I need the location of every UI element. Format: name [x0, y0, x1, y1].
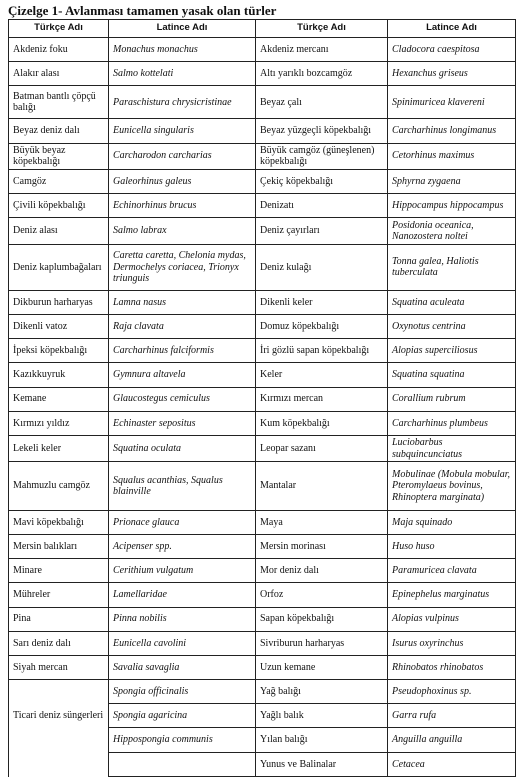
turkish-name-cell: Ticari deniz süngerleri [9, 680, 109, 753]
latin-name-cell: Lamellaridae [109, 583, 256, 607]
latin-name-cell: Posidonia oceanica, Nanozostera noltei [388, 218, 516, 244]
latin-name-cell: Prionace glauca [109, 510, 256, 534]
table-row [9, 339, 516, 363]
latin-name-cell: Cerithium vulgatum [109, 559, 256, 583]
turkish-name-cell: Beyaz deniz dalı [9, 119, 109, 143]
turkish-name-cell: Deniz kulağı [256, 244, 388, 290]
table-row [9, 244, 516, 290]
table-row [9, 583, 516, 607]
latin-name-cell: Oxynotus centrina [388, 315, 516, 339]
latin-name-cell: Spongia agaricina [109, 704, 256, 728]
latin-name-cell: Cladocora caespitosa [388, 38, 516, 62]
latin-name-cell: Salmo labrax [109, 218, 256, 244]
turkish-name-cell: Çivili köpekbalığı [9, 194, 109, 218]
table-row [9, 194, 516, 218]
latin-name-cell: Luciobarbus subquincunciatus [388, 436, 516, 462]
latin-name-cell: Glaucostegus cemiculus [109, 387, 256, 411]
latin-name-cell: Echinorhinus brucus [109, 194, 256, 218]
turkish-name-cell: Büyük camgöz (güneşlenen) köpekbalığı [256, 143, 388, 169]
turkish-name-cell: Kemane [9, 387, 109, 411]
turkish-name-cell: Siyah mercan [9, 655, 109, 679]
table-row [9, 631, 516, 655]
latin-name-cell: Eunicella singularis [109, 119, 256, 143]
turkish-name-cell: Maya [256, 510, 388, 534]
latin-name-cell: Savalia savaglia [109, 655, 256, 679]
turkish-name-cell: Keler [256, 363, 388, 387]
turkish-name-cell: Sivriburun harharyas [256, 631, 388, 655]
turkish-name-cell: Kırmızı mercan [256, 387, 388, 411]
turkish-name-cell: Yağlı balık [256, 704, 388, 728]
latin-name-cell: Isurus oxyrinchus [388, 631, 516, 655]
empty-cell [9, 752, 109, 776]
latin-name-cell: Hexanchus griseus [388, 62, 516, 86]
table-row [9, 143, 516, 169]
latin-name-cell: Carcharhinus longimanus [388, 119, 516, 143]
table-row [9, 218, 516, 244]
header-row [9, 20, 516, 38]
turkish-name-cell: Altı yarıklı bozcamgöz [256, 62, 388, 86]
turkish-name-cell: Dikenli vatoz [9, 315, 109, 339]
turkish-name-cell: Mahmuzlu camgöz [9, 462, 109, 510]
latin-name-cell: Caretta caretta, Chelonia mydas, Dermochelys coriacea, Trionyx triunguis [109, 244, 256, 290]
turkish-name-cell: Mersin morinası [256, 534, 388, 558]
latin-name-cell: Maja squinado [388, 510, 516, 534]
latin-name-cell: Cetorhinus maximus [388, 143, 516, 169]
latin-name-cell: Squatina oculata [109, 436, 256, 462]
table-row [9, 387, 516, 411]
turkish-name-cell: Mersin balıkları [9, 534, 109, 558]
turkish-name-cell: Çekiç köpekbalığı [256, 169, 388, 193]
latin-name-cell: Alopias superciliosus [388, 339, 516, 363]
latin-name-cell: Monachus monachus [109, 38, 256, 62]
turkish-name-cell: Kazıkkuyruk [9, 363, 109, 387]
latin-name-cell: Tonna galea, Haliotis tuberculata [388, 244, 516, 290]
latin-name-cell: Alopias vulpinus [388, 607, 516, 631]
turkish-name-cell: Kum köpekbalığı [256, 411, 388, 435]
latin-name-cell: Spongia officinalis [109, 680, 256, 704]
table-row [9, 119, 516, 143]
table-row [9, 169, 516, 193]
turkish-name-cell: Minare [9, 559, 109, 583]
latin-name-cell: Squatina squatina [388, 363, 516, 387]
latin-name-cell: Garra rufa [388, 704, 516, 728]
latin-name-cell: Raja clavata [109, 315, 256, 339]
turkish-name-cell: Orfoz [256, 583, 388, 607]
table-row [9, 607, 516, 631]
turkish-name-cell: Deniz alası [9, 218, 109, 244]
latin-name-cell: Acipenser spp. [109, 534, 256, 558]
turkish-name-cell: Denizatı [256, 194, 388, 218]
turkish-name-cell: Leopar sazanı [256, 436, 388, 462]
turkish-name-cell: Alakır alası [9, 62, 109, 86]
species-table [8, 19, 516, 777]
table-title: Çizelge 1- Avlanması tamamen yasak olan türler [8, 3, 277, 18]
table-row [9, 62, 516, 86]
latin-name-cell: Echinaster sepositus [109, 411, 256, 435]
turkish-name-cell: Sarı deniz dalı [9, 631, 109, 655]
table-row [9, 290, 516, 314]
latin-name-cell: Gymnura altavela [109, 363, 256, 387]
turkish-name-cell: Akdeniz mercanı [256, 38, 388, 62]
latin-name-cell: Eunicella cavolini [109, 631, 256, 655]
header-latin-name-right: Latince Adı [388, 20, 516, 38]
latin-name-cell: Rhinobatos rhinobatos [388, 655, 516, 679]
latin-name-cell: Carcharodon carcharias [109, 143, 256, 169]
turkish-name-cell: Deniz çayırları [256, 218, 388, 244]
latin-name-cell: Paraschistura chrysicristinae [109, 86, 256, 119]
latin-name-cell: Squalus acanthias, Squalus blainville [109, 462, 256, 510]
latin-name-cell: Galeorhinus galeus [109, 169, 256, 193]
turkish-name-cell: Dikenli keler [256, 290, 388, 314]
header-latin-name-left: Latince Adı [109, 20, 256, 38]
turkish-name-cell: Camgöz [9, 169, 109, 193]
table-row [9, 655, 516, 679]
turkish-name-cell: Dikburun harharyas [9, 290, 109, 314]
table-row [9, 534, 516, 558]
table-row [9, 86, 516, 119]
turkish-name-cell: Akdeniz foku [9, 38, 109, 62]
latin-name-cell: Corallium rubrum [388, 387, 516, 411]
turkish-name-cell: Beyaz çalı [256, 86, 388, 119]
table-row [9, 752, 516, 776]
turkish-name-cell: İpeksi köpekbalığı [9, 339, 109, 363]
turkish-name-cell: Mühreler [9, 583, 109, 607]
latin-name-cell: Lamna nasus [109, 290, 256, 314]
latin-name-cell: Carcharhinus plumbeus [388, 411, 516, 435]
table-row [9, 462, 516, 510]
table-row [9, 680, 516, 704]
latin-name-cell: Pinna nobilis [109, 607, 256, 631]
turkish-name-cell: Beyaz yüzgeçli köpekbalığı [256, 119, 388, 143]
turkish-name-cell: Mavi köpekbalığı [9, 510, 109, 534]
turkish-name-cell: Büyük beyaz köpekbalığı [9, 143, 109, 169]
latin-name-cell: Carcharhinus falciformis [109, 339, 256, 363]
turkish-name-cell: Yağ balığı [256, 680, 388, 704]
turkish-name-cell: İri gözlü sapan köpekbalığı [256, 339, 388, 363]
latin-name-cell: Spinimuricea klavereni [388, 86, 516, 119]
latin-name-cell: Cetacea [388, 752, 516, 776]
table-row [9, 411, 516, 435]
latin-name-cell: Squatina aculeata [388, 290, 516, 314]
table-row [9, 510, 516, 534]
turkish-name-cell: Batman bantlı çöpçü balığı [9, 86, 109, 119]
turkish-name-cell: Pina [9, 607, 109, 631]
turkish-name-cell: Yunus ve Balinalar [256, 752, 388, 776]
turkish-name-cell: Lekeli keler [9, 436, 109, 462]
turkish-name-cell: Uzun kemane [256, 655, 388, 679]
turkish-name-cell: Kırmızı yıldız [9, 411, 109, 435]
turkish-name-cell: Deniz kaplumbağaları [9, 244, 109, 290]
latin-name-cell: Hippospongia communis [109, 728, 256, 752]
turkish-name-cell: Domuz köpekbalığı [256, 315, 388, 339]
table-row [9, 38, 516, 62]
latin-name-cell: Huso huso [388, 534, 516, 558]
empty-cell [109, 752, 256, 776]
turkish-name-cell: Mantalar [256, 462, 388, 510]
turkish-name-cell: Sapan köpekbalığı [256, 607, 388, 631]
table-row [9, 436, 516, 462]
latin-name-cell: Epinephelus marginatus [388, 583, 516, 607]
latin-name-cell: Paramuricea clavata [388, 559, 516, 583]
turkish-name-cell: Mor deniz dalı [256, 559, 388, 583]
header-turkish-name-left: Türkçe Adı [9, 20, 109, 38]
header-turkish-name-right: Türkçe Adı [256, 20, 388, 38]
table-row [9, 363, 516, 387]
latin-name-cell: Anguilla anguilla [388, 728, 516, 752]
latin-name-cell: Sphyrna zygaena [388, 169, 516, 193]
latin-name-cell: Mobulinae (Mobula mobular, Pteromylaeus bovinus, Rhinoptera marginata) [388, 462, 516, 510]
latin-name-cell: Hippocampus hippocampus [388, 194, 516, 218]
table-row [9, 315, 516, 339]
turkish-name-cell: Yılan balığı [256, 728, 388, 752]
table-row [9, 559, 516, 583]
latin-name-cell: Pseudophoxinus sp. [388, 680, 516, 704]
latin-name-cell: Salmo kottelati [109, 62, 256, 86]
